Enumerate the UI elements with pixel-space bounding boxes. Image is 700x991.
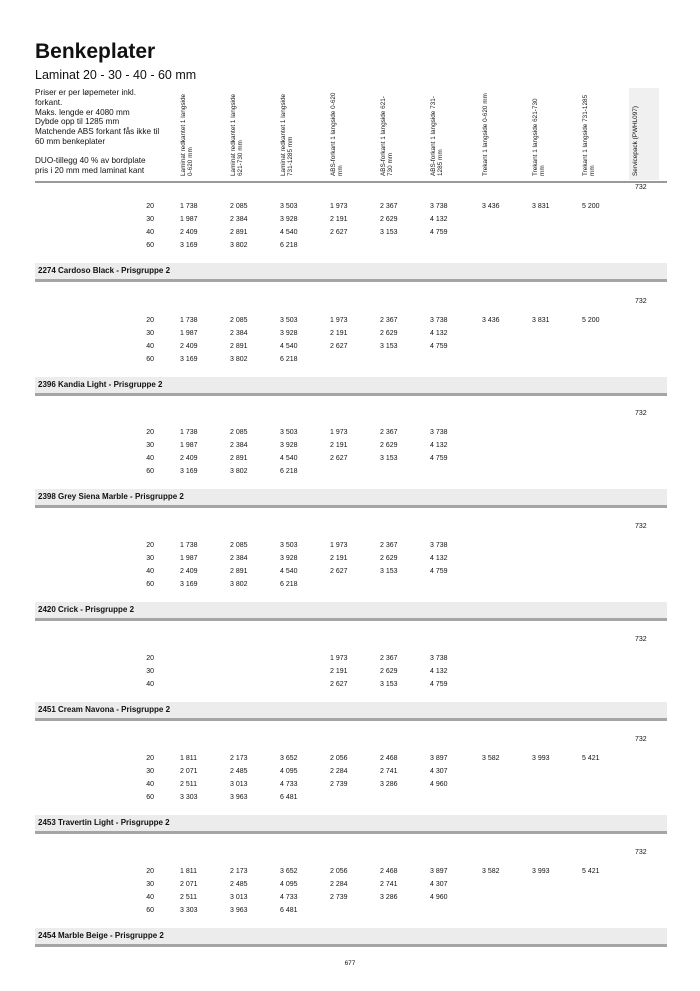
price-cell: 2 409	[180, 343, 198, 350]
section-rule	[35, 393, 667, 396]
table-row	[0, 781, 700, 794]
price-cell: 3 503	[280, 542, 298, 549]
price-cell: 2 056	[330, 755, 348, 762]
price-cell: 3 013	[230, 894, 248, 901]
header-rule	[35, 181, 667, 183]
price-cell: 4 132	[430, 442, 448, 449]
section-rule	[35, 944, 667, 947]
column-header-label: Laminat redkantet 1 langside 0-620 mm	[180, 93, 195, 176]
note-line: pris i 20 mm med laminat kant	[35, 165, 145, 175]
thickness-cell: 20	[146, 317, 154, 324]
price-cell: 5 200	[582, 317, 600, 324]
price-cell: 3 831	[532, 317, 550, 324]
thickness-cell: 30	[146, 881, 154, 888]
price-cell: 2 741	[380, 768, 398, 775]
price-cell: 2 367	[380, 203, 398, 210]
price-cell: 6 218	[280, 242, 298, 249]
price-cell: 5 421	[582, 868, 600, 875]
price-cell: 3 738	[430, 429, 448, 436]
table-row	[0, 868, 700, 881]
section-rule	[35, 505, 667, 508]
price-cell: 4 759	[430, 229, 448, 236]
price-cell: 3 993	[532, 868, 550, 875]
price-cell: 2 191	[330, 330, 348, 337]
thickness-cell: 40	[146, 681, 154, 688]
price-cell: 1 811	[180, 755, 197, 762]
column-header-label: Laminat redkantet 1 langside 621-730 mm	[230, 93, 245, 176]
table-row	[0, 442, 700, 455]
price-cell: 2 409	[180, 455, 198, 462]
thickness-cell: 30	[146, 555, 154, 562]
price-cell: 2 367	[380, 429, 398, 436]
note-line: forkant.	[35, 97, 63, 107]
price-cell: 2 085	[230, 317, 248, 324]
price-cell: 2 485	[230, 768, 248, 775]
price-cell: 4 759	[430, 455, 448, 462]
thickness-cell: 30	[146, 768, 154, 775]
thickness-cell: 60	[146, 468, 154, 475]
servicepack-code: 732	[635, 523, 647, 530]
price-cell: 2 627	[330, 229, 348, 236]
price-cell: 3 831	[532, 203, 550, 210]
price-cell: 1 738	[180, 203, 198, 210]
section-rule	[35, 618, 667, 621]
column-header-label: Trekant 1 langside 0-620 mm	[482, 93, 489, 176]
thickness-cell: 30	[146, 442, 154, 449]
price-cell: 3 169	[180, 356, 198, 363]
price-cell: 3 303	[180, 907, 198, 914]
price-cell: 2 511	[180, 894, 197, 901]
price-cell: 4 132	[430, 668, 448, 675]
price-cell: 3 802	[230, 242, 248, 249]
table-row	[0, 755, 700, 768]
price-cell: 4 540	[280, 229, 298, 236]
servicepack-code: 732	[635, 849, 647, 856]
price-cell: 3 738	[430, 203, 448, 210]
price-cell: 2 629	[380, 555, 398, 562]
price-cell: 3 928	[280, 555, 298, 562]
price-cell: 2 891	[230, 568, 248, 575]
thickness-cell: 20	[146, 655, 154, 662]
table-row	[0, 429, 700, 442]
thickness-cell: 40	[146, 343, 154, 350]
price-cell: 4 733	[280, 781, 298, 788]
price-cell: 4 132	[430, 555, 448, 562]
price-cell: 6 481	[280, 907, 298, 914]
page-title: Benkeplater	[35, 40, 156, 63]
section-rule	[35, 831, 667, 834]
price-cell: 2 173	[230, 868, 248, 875]
price-cell: 3 503	[280, 317, 298, 324]
price-cell: 4 960	[430, 781, 448, 788]
column-header-label: Servicepack (PWHL097)	[632, 106, 639, 176]
note-line: 60 mm benkeplater	[35, 136, 106, 146]
price-cell: 2 173	[230, 755, 248, 762]
price-cell: 3 582	[482, 868, 500, 875]
price-cell: 2 384	[230, 555, 248, 562]
price-cell: 2 891	[230, 343, 248, 350]
page-subtitle: Laminat 20 - 30 - 40 - 60 mm	[35, 68, 197, 82]
price-cell: 3 436	[482, 203, 500, 210]
thickness-cell: 60	[146, 794, 154, 801]
column-header	[178, 88, 220, 180]
price-cell: 2 191	[330, 442, 348, 449]
price-cell: 3 169	[180, 581, 198, 588]
table-row	[0, 216, 700, 229]
table-row	[0, 668, 700, 681]
price-cell: 2 627	[330, 568, 348, 575]
table-row	[0, 894, 700, 907]
note-line: Maks. lengde er 4080 mm	[35, 107, 130, 117]
column-header	[378, 88, 420, 180]
price-cell: 3 153	[380, 681, 398, 688]
product-label: 2454 Marble Beige - Prisgruppe 2	[38, 931, 164, 940]
price-cell: 1 738	[180, 317, 198, 324]
price-cell: 4 095	[280, 768, 298, 775]
price-cell: 3 286	[380, 781, 398, 788]
price-cell: 4 095	[280, 881, 298, 888]
column-header	[428, 88, 470, 180]
product-label: 2451 Cream Navona - Prisgruppe 2	[38, 705, 171, 714]
section-rule	[35, 279, 667, 282]
table-row	[0, 794, 700, 807]
price-cell: 1 987	[180, 216, 198, 223]
price-cell: 2 485	[230, 881, 248, 888]
price-cell: 3 153	[380, 229, 398, 236]
price-cell: 2 627	[330, 681, 348, 688]
column-header-label: ABS-forkant 1 langside 731-1285 mm	[430, 96, 445, 176]
price-cell: 4 960	[430, 894, 448, 901]
price-cell: 1 973	[330, 655, 348, 662]
price-cell: 2 191	[330, 668, 348, 675]
price-cell: 4 540	[280, 455, 298, 462]
price-cell: 2 739	[330, 781, 348, 788]
price-cell: 2 739	[330, 894, 348, 901]
price-cell: 2 085	[230, 542, 248, 549]
price-cell: 2 468	[380, 868, 398, 875]
product-band	[35, 602, 667, 618]
product-label: 2398 Grey Siena Marble - Prisgruppe 2	[38, 492, 184, 501]
thickness-cell: 20	[146, 868, 154, 875]
price-cell: 2 071	[180, 881, 198, 888]
price-cell: 6 481	[280, 794, 298, 801]
price-cell: 4 132	[430, 216, 448, 223]
price-cell: 2 191	[330, 555, 348, 562]
table-row	[0, 229, 700, 242]
price-cell: 3 928	[280, 442, 298, 449]
price-cell: 2 191	[330, 216, 348, 223]
price-cell: 2 056	[330, 868, 348, 875]
price-cell: 2 284	[330, 881, 348, 888]
price-cell: 3 802	[230, 356, 248, 363]
column-header	[629, 88, 659, 180]
price-cell: 2 409	[180, 229, 198, 236]
table-row	[0, 542, 700, 555]
table-row	[0, 242, 700, 255]
price-cell: 3 802	[230, 581, 248, 588]
thickness-cell: 20	[146, 203, 154, 210]
note-line: Matchende ABS forkant fås ikke til	[35, 127, 160, 137]
price-cell: 4 307	[430, 768, 448, 775]
price-cell: 3 963	[230, 794, 248, 801]
table-row	[0, 455, 700, 468]
servicepack-code: 732	[635, 184, 647, 191]
column-header	[328, 88, 370, 180]
product-label: 2274 Cardoso Black - Prisgruppe 2	[38, 266, 171, 275]
price-cell: 4 759	[430, 568, 448, 575]
product-label: 2453 Travertin Light - Prisgruppe 2	[38, 818, 170, 827]
table-row	[0, 681, 700, 694]
price-cell: 1 987	[180, 442, 198, 449]
price-cell: 2 468	[380, 755, 398, 762]
price-cell: 2 627	[330, 455, 348, 462]
price-cell: 2 284	[330, 768, 348, 775]
table-row	[0, 568, 700, 581]
price-cell: 2 741	[380, 881, 398, 888]
thickness-cell: 20	[146, 429, 154, 436]
price-cell: 4 759	[430, 343, 448, 350]
price-cell: 2 367	[380, 542, 398, 549]
servicepack-code: 732	[635, 736, 647, 743]
column-header-label: ABS-forkant 1 langside 621-730 mm	[380, 96, 395, 176]
price-cell: 1 973	[330, 203, 348, 210]
price-cell: 2 891	[230, 229, 248, 236]
price-cell: 3 169	[180, 468, 198, 475]
thickness-cell: 30	[146, 216, 154, 223]
price-cell: 3 503	[280, 429, 298, 436]
price-cell: 2 367	[380, 317, 398, 324]
thickness-cell: 30	[146, 330, 154, 337]
column-header-label: ABS-forkant 1 langside 0-620 mm	[330, 92, 345, 176]
table-row	[0, 655, 700, 668]
price-cell: 1 973	[330, 429, 348, 436]
table-row	[0, 343, 700, 356]
thickness-cell: 40	[146, 781, 154, 788]
price-cell: 3 738	[430, 542, 448, 549]
price-cell: 4 733	[280, 894, 298, 901]
servicepack-code: 732	[635, 636, 647, 643]
price-cell: 3 928	[280, 216, 298, 223]
column-header	[530, 88, 572, 180]
thickness-cell: 40	[146, 894, 154, 901]
thickness-cell: 30	[146, 668, 154, 675]
price-cell: 1 738	[180, 542, 198, 549]
price-cell: 1 738	[180, 429, 198, 436]
price-cell: 3 963	[230, 907, 248, 914]
price-cell: 5 421	[582, 755, 600, 762]
price-cell: 3 153	[380, 343, 398, 350]
price-cell: 3 013	[230, 781, 248, 788]
table-row	[0, 203, 700, 216]
column-header	[228, 88, 270, 180]
price-cell: 2 629	[380, 330, 398, 337]
thickness-cell: 20	[146, 542, 154, 549]
column-header-label: Laminat redkantet 1 langside 731-1285 mm	[280, 93, 295, 176]
price-cell: 2 629	[380, 668, 398, 675]
table-row	[0, 330, 700, 343]
section-rule	[35, 718, 667, 721]
price-cell: 6 218	[280, 468, 298, 475]
table-row	[0, 317, 700, 330]
table-row	[0, 768, 700, 781]
thickness-cell: 20	[146, 755, 154, 762]
column-header	[580, 88, 622, 180]
price-cell: 1 973	[330, 542, 348, 549]
price-cell: 2 384	[230, 216, 248, 223]
price-cell: 3 652	[280, 868, 298, 875]
price-cell: 2 085	[230, 429, 248, 436]
product-band	[35, 489, 667, 505]
thickness-cell: 60	[146, 356, 154, 363]
servicepack-code: 732	[635, 298, 647, 305]
price-cell: 3 503	[280, 203, 298, 210]
page-number: 677	[344, 960, 356, 967]
price-cell: 3 652	[280, 755, 298, 762]
price-cell: 2 085	[230, 203, 248, 210]
table-row	[0, 881, 700, 894]
note-line: Dybde opp til 1285 mm	[35, 117, 120, 127]
column-header	[278, 88, 320, 180]
product-band	[35, 702, 667, 718]
thickness-cell: 40	[146, 229, 154, 236]
note-line: DUO-tillegg 40 % av bordplate	[35, 155, 146, 165]
thickness-cell: 60	[146, 907, 154, 914]
price-cell: 4 307	[430, 881, 448, 888]
price-cell: 3 153	[380, 455, 398, 462]
price-cell: 4 759	[430, 681, 448, 688]
price-cell: 2 384	[230, 442, 248, 449]
price-cell: 3 303	[180, 794, 198, 801]
price-cell: 5 200	[582, 203, 600, 210]
price-cell: 1 987	[180, 330, 198, 337]
price-cell: 4 132	[430, 330, 448, 337]
price-cell: 2 891	[230, 455, 248, 462]
price-cell: 3 153	[380, 568, 398, 575]
column-header	[480, 88, 522, 180]
price-cell: 3 436	[482, 317, 500, 324]
price-cell: 3 738	[430, 655, 448, 662]
thickness-cell: 40	[146, 568, 154, 575]
price-cell: 6 218	[280, 356, 298, 363]
table-row	[0, 907, 700, 920]
thickness-cell: 60	[146, 581, 154, 588]
table-row	[0, 555, 700, 568]
price-cell: 2 367	[380, 655, 398, 662]
price-cell: 6 218	[280, 581, 298, 588]
price-cell: 3 802	[230, 468, 248, 475]
price-cell: 2 384	[230, 330, 248, 337]
product-label: 2420 Crick - Prisgruppe 2	[38, 605, 135, 614]
servicepack-code: 732	[635, 410, 647, 417]
price-cell: 2 071	[180, 768, 198, 775]
price-cell: 3 582	[482, 755, 500, 762]
table-row	[0, 356, 700, 369]
column-header-label: Trekant 1 langside 621-730 mm	[532, 98, 547, 176]
product-band	[35, 377, 667, 393]
thickness-cell: 60	[146, 242, 154, 249]
product-label: 2396 Kandia Light - Prisgruppe 2	[38, 380, 163, 389]
price-cell: 3 738	[430, 317, 448, 324]
note-line: Priser er per løpemeter inkl.	[35, 88, 137, 97]
price-cell: 2 627	[330, 343, 348, 350]
price-cell: 3 897	[430, 868, 448, 875]
price-cell: 2 409	[180, 568, 198, 575]
product-band	[35, 815, 667, 831]
table-row	[0, 581, 700, 594]
price-cell: 3 897	[430, 755, 448, 762]
price-cell: 4 540	[280, 568, 298, 575]
price-cell: 2 511	[180, 781, 197, 788]
price-cell: 3 169	[180, 242, 198, 249]
price-cell: 1 987	[180, 555, 198, 562]
price-cell: 2 629	[380, 442, 398, 449]
price-cell: 1 973	[330, 317, 348, 324]
price-cell: 3 993	[532, 755, 550, 762]
table-row	[0, 468, 700, 481]
price-cell: 4 540	[280, 343, 298, 350]
thickness-cell: 40	[146, 455, 154, 462]
product-band	[35, 263, 667, 279]
column-headers	[0, 88, 700, 180]
product-band	[35, 928, 667, 944]
price-cell: 3 928	[280, 330, 298, 337]
price-cell: 3 286	[380, 894, 398, 901]
price-cell: 1 811	[180, 868, 197, 875]
price-cell: 2 629	[380, 216, 398, 223]
column-header-label: Trekant 1 langside 731-1285 mm	[582, 94, 597, 176]
